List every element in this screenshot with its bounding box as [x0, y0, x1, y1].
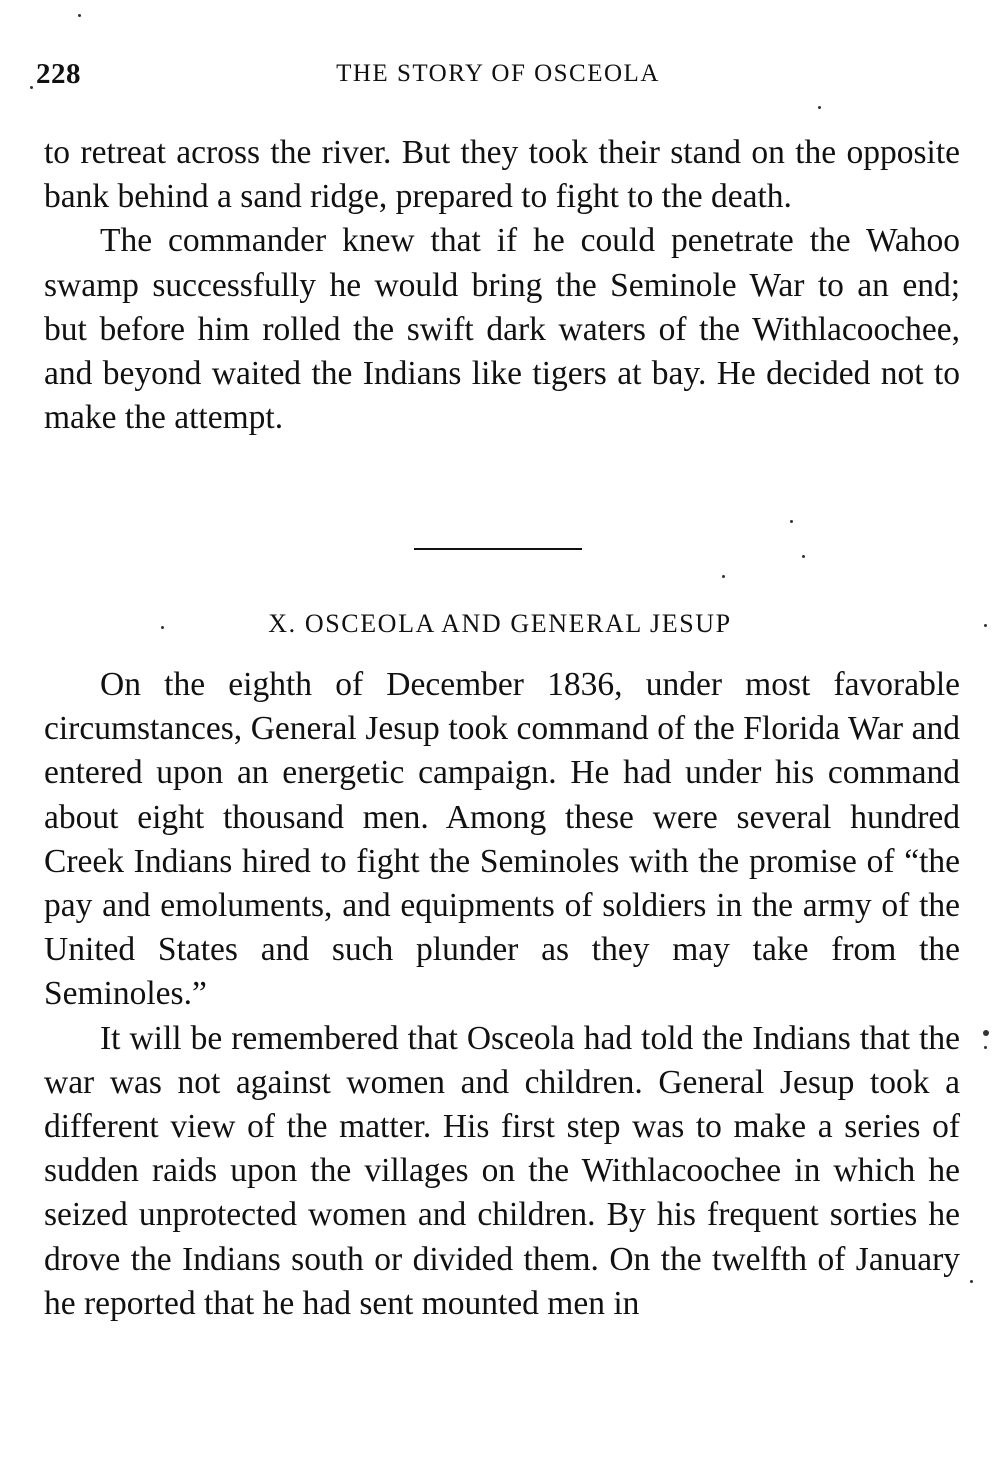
- print-speck: [790, 520, 793, 523]
- paragraph: The commander knew that if he could penetrate the Wahoo swamp successfully he would bring the Seminole War to an end; but before him rolled the swift dark waters of the Withlacoochee, and beyond waited the Indians like tigers at bay. He decided not to make the attempt.: [44, 222, 960, 437]
- print-speck: [818, 106, 821, 109]
- print-speck: [722, 575, 725, 578]
- print-speck: [984, 1046, 987, 1049]
- paragraph: On the eighth of December 1836, under most favorable circumstances, General Jesup took command of the Florida War and entered upon an energetic campaign. He had under his command about eight thousand men. Among these were several hundred Creek Indians hired to fight the Seminoles with the promise of “the pay and emoluments, and equipments of soldiers in the army of the United States and such plunder as they may take from the Seminoles.”: [44, 666, 960, 1013]
- paragraph-continued: to retreat across the river. But they took their stand on the opposite bank behind a sand ridge, prepared to fight to the death.: [44, 134, 960, 216]
- print-speck: [30, 86, 33, 89]
- print-speck: [984, 624, 987, 627]
- paragraph: It will be remembered that Osceola had told the Indians that the war was not against women and children. General Jesup took a different view of the matter. His first step was to make a series of sudden raids upon the villages on the Withlacoochee in which he seized unprotected women and children. By his frequent sorties he drove the Indians south or divided them. On the twelfth of January he reported that he had sent mounted men in: [44, 1019, 960, 1322]
- chapter-heading: X. OSCEOLA AND GENERAL JESUP: [268, 609, 732, 638]
- page-header: [36, 58, 960, 98]
- section-divider: [414, 548, 582, 550]
- print-speck: [78, 14, 81, 17]
- print-speck: [161, 626, 164, 629]
- body-text-section-2: [44, 663, 960, 1326]
- print-speck: [802, 555, 805, 558]
- body-text-section-1: [44, 131, 960, 440]
- running-title: THE STORY OF OSCEOLA: [336, 60, 660, 87]
- page-number: 228: [36, 58, 81, 90]
- print-speck: [970, 1280, 973, 1283]
- print-speck: [983, 1030, 989, 1036]
